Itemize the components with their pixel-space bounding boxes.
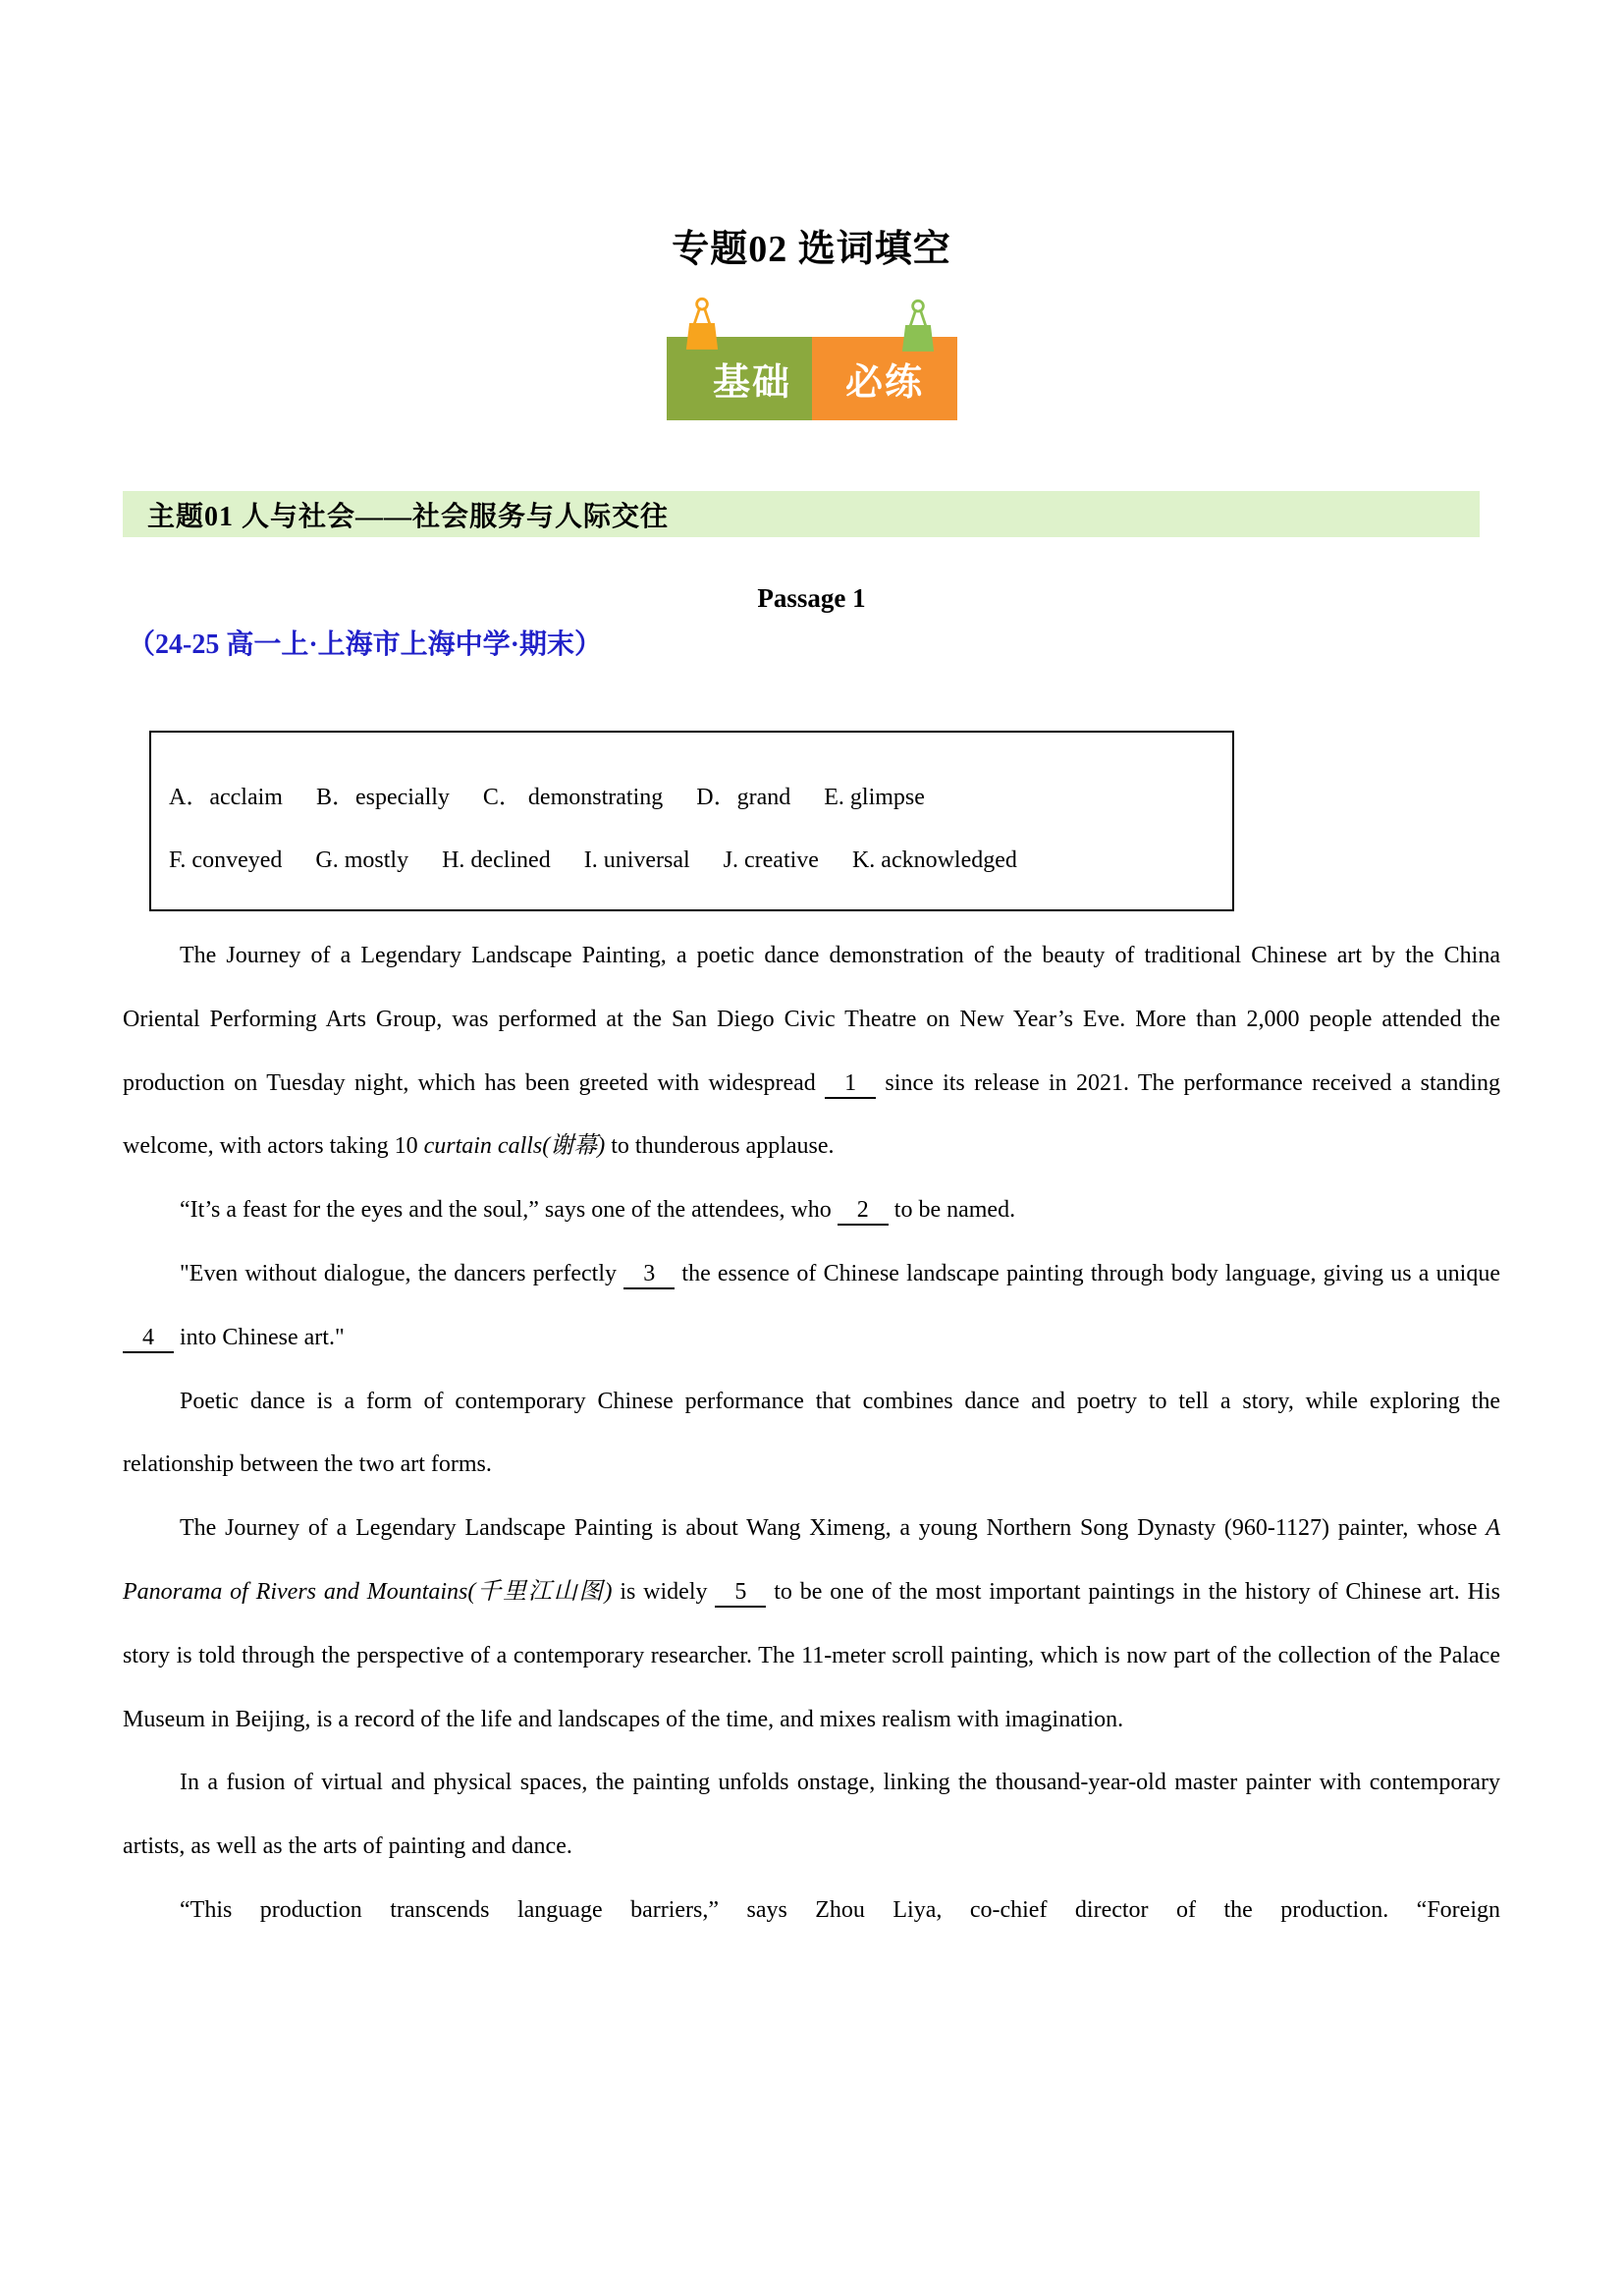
word-option: B．especially <box>315 785 450 810</box>
text-run: The Journey of a Legendary Landscape Painting is about Wang Ximeng, a young Northern Song Dynasty (960-1127) painter, whose <box>180 1515 1487 1542</box>
badge-right-label: 必练 <box>844 362 924 404</box>
word-option: F. conveyed <box>169 847 283 873</box>
blank-5: 5 <box>715 1580 766 1608</box>
binder-clip-icon <box>680 295 724 352</box>
text-run: “This production transcends language barriers,” says Zhou Liya, co-chief director of the production. “Foreign <box>180 1896 1500 1923</box>
word-option: G. mostly <box>315 847 409 873</box>
blank-3: 3 <box>623 1262 675 1289</box>
paragraph-4 <box>123 1370 1500 1498</box>
paragraph-2 <box>123 1178 1500 1242</box>
paragraph-3 <box>123 1242 1500 1370</box>
paragraph-5 <box>123 1497 1500 1751</box>
text-run: In a fusion of virtual and physical spaces, the painting unfolds onstage, linking the thousand-year-old master painter with contemporary artists, as well as the arts of painting and dance. <box>123 1770 1500 1860</box>
blank-4: 4 <box>123 1326 174 1353</box>
section-label: 主题01 人与社会——社会服务与人际交往 <box>147 501 670 532</box>
passage-body <box>123 924 1500 1942</box>
paragraph-6 <box>123 1751 1500 1879</box>
text-run: "Even without dialogue, the dancers perfectly <box>180 1260 624 1286</box>
text-run: to thunderous applause. <box>605 1133 835 1160</box>
blank-2: 2 <box>838 1198 889 1226</box>
word-option: C． demonstrating <box>482 785 664 810</box>
blank-1: 1 <box>825 1071 876 1099</box>
badge-left-label: 基础 <box>712 362 791 404</box>
text-run: Poetic dance is a form of contemporary Chinese performance that combines dance and poetry to tell a story, while exploring the relationship between the two art forms. <box>123 1388 1500 1478</box>
text-run: since its release in 2021. The performance received a standing welcome, with actors taking 10 <box>123 1069 1500 1160</box>
header-badge <box>667 295 957 420</box>
text-run: to be named. <box>888 1197 1016 1224</box>
document-title: 专题02 选词填空 <box>672 229 951 270</box>
text-run: The Journey of a Legendary Landscape Painting, a poetic dance demonstration of the beauty of traditional Chinese art by the China Oriental Performing Arts Group, was performed at the San Diego Civic Theatre on New Year’s Eve. More than 2,000 people attended the production on Tuesday night, which has been greeted with widespread <box>123 943 1500 1096</box>
passage-source: （24-25 高一上·上海市上海中学·期末） <box>128 629 603 660</box>
word-bank <box>149 731 1234 911</box>
section-band <box>123 491 1480 537</box>
binder-clip-icon <box>896 297 940 354</box>
word-option: H. declined <box>442 847 551 873</box>
word-bank-row <box>169 829 1222 892</box>
passage-heading: Passage 1 <box>757 583 866 613</box>
word-option: E. glimpse <box>824 785 925 810</box>
word-bank-row <box>169 766 1222 829</box>
italic-text-run: curtain calls(谢幕) <box>423 1133 606 1160</box>
word-option: I. universal <box>583 847 690 873</box>
italic-text-run: A Panorama of Rivers and Mountains(千里江山图) <box>123 1515 1500 1605</box>
text-run: “It’s a feast for the eyes and the soul,” says one of the attendees, who <box>180 1197 838 1224</box>
text-run: is widely <box>612 1578 716 1605</box>
text-run: into Chinese art." <box>174 1324 345 1350</box>
text-run: to be one of the most important paintings in the history of Chinese art. His story is told through the perspective of a contemporary researcher. The 11-meter scroll painting, which is now part of the collection of the Palace Museum in Beijing, is a record of the life and landscapes of the time, and mixes realism with imagination. <box>123 1578 1501 1732</box>
word-option: J. creative <box>723 847 819 873</box>
word-option: K. acknowledged <box>851 847 1017 873</box>
paragraph-1 <box>123 924 1500 1178</box>
word-option: D．grand <box>696 785 791 810</box>
word-option: A．acclaim <box>169 785 283 810</box>
paragraph-7 <box>123 1879 1500 1942</box>
text-run: the essence of Chinese landscape painting through body language, giving us a unique <box>675 1260 1500 1286</box>
